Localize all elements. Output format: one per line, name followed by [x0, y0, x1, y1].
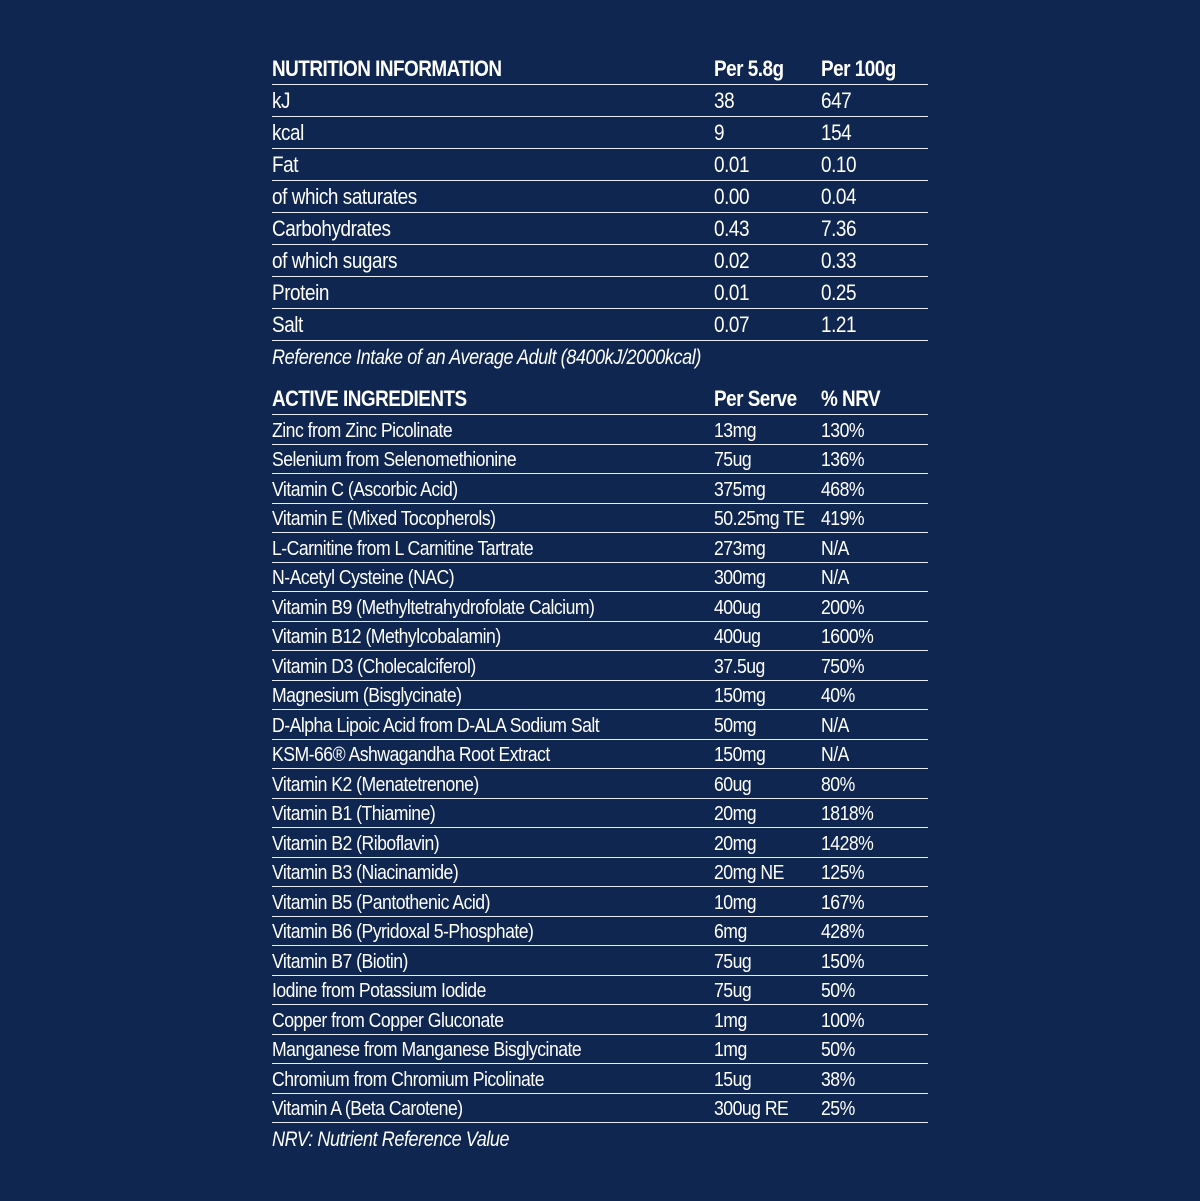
nutrient-name: of which sugars: [272, 248, 398, 273]
ingredient-name: Vitamin B6 (Pyridoxal 5-Phosphate): [272, 920, 534, 943]
nrv-percent: 468%: [821, 477, 865, 501]
per-serve-amount: 1mg: [714, 1038, 747, 1061]
ingredient-row: [272, 828, 928, 858]
per-serve-amount: 75ug: [714, 979, 752, 1002]
ingredient-row: [272, 681, 928, 711]
per-serve-amount: 50mg: [714, 713, 757, 737]
ingredient-row: [272, 858, 928, 888]
ingredient-name: D-Alpha Lipoic Acid from D-ALA Sodium Salt: [272, 713, 600, 737]
per-100g-value: 0.25: [821, 280, 857, 305]
nrv-percent: N/A: [821, 713, 849, 737]
ingredient-row: [272, 474, 928, 504]
per-serve-amount: 60ug: [714, 772, 752, 796]
per-serve-amount: 400ug: [714, 625, 761, 648]
nutrient-name: kJ: [272, 88, 291, 113]
nutrition-row: [272, 309, 928, 341]
nrv-percent: 125%: [821, 861, 865, 884]
nrv-percent: 40%: [821, 684, 855, 707]
per-100g-value: 7.36: [821, 216, 857, 241]
nutrition-row: [272, 85, 928, 117]
ingredient-row: [272, 415, 928, 445]
ingredient-row: [272, 799, 928, 829]
per-100g-value: 647: [821, 88, 852, 113]
nrv-percent: 50%: [821, 979, 855, 1002]
nrv-percent: 25%: [821, 1097, 855, 1120]
nrv-percent: 80%: [821, 772, 855, 796]
ingredient-name: Manganese from Manganese Bisglycinate: [272, 1038, 582, 1061]
nutrition-title: NUTRITION INFORMATION: [272, 56, 502, 81]
per-serve-amount: 150mg: [714, 684, 766, 707]
ingredient-name: Vitamin B2 (Riboflavin): [272, 831, 440, 855]
nrv-percent: 130%: [821, 418, 865, 442]
nutrient-name: Carbohydrates: [272, 216, 391, 241]
ingredient-name: Iodine from Potassium Iodide: [272, 979, 486, 1002]
per-serve-amount: 20mg: [714, 802, 757, 825]
per-serving-value: 0.00: [714, 184, 750, 209]
per-serve-column-header: Per Serve: [714, 386, 797, 411]
per-100g-value: 0.33: [821, 248, 857, 273]
nutrition-row: [272, 277, 928, 309]
ingredient-row: [272, 592, 928, 622]
ingredient-row: [272, 563, 928, 593]
nrv-percent: 150%: [821, 949, 865, 973]
per-serve-amount: 300mg: [714, 566, 766, 589]
ingredient-name: KSM-66® Ashwagandha Root Extract: [272, 743, 550, 766]
supplement-facts-panel: [272, 55, 928, 1157]
ingredient-row: [272, 1094, 928, 1124]
ingredient-row: [272, 445, 928, 475]
nutrition-row: [272, 149, 928, 181]
nrv-percent: 136%: [821, 448, 865, 471]
per-100g-value: 0.10: [821, 152, 857, 177]
nrv-percent: 750%: [821, 654, 865, 678]
nutrient-name: Fat: [272, 152, 299, 177]
nutrition-row: [272, 117, 928, 149]
nutrition-row: [272, 213, 928, 245]
ingredient-row: [272, 769, 928, 799]
per-serve-amount: 6mg: [714, 920, 747, 943]
per-100g-value: 1.21: [821, 312, 857, 337]
ingredient-row: [272, 504, 928, 534]
nutrition-rows: [272, 85, 928, 341]
ingredient-row: [272, 1005, 928, 1035]
per-serving-value: 0.02: [714, 248, 750, 273]
per-serve-amount: 75ug: [714, 448, 752, 471]
per-serve-amount: 375mg: [714, 477, 766, 501]
ingredient-name: Vitamin B9 (Methyltetrahydrofolate Calcium): [272, 595, 595, 619]
nutrient-name: Salt: [272, 312, 303, 337]
ingredient-name: Vitamin E (Mixed Tocopherols): [272, 507, 496, 530]
per-serve-amount: 13mg: [714, 418, 757, 442]
per-100g-value: 0.04: [821, 184, 857, 209]
ingredient-name: Vitamin B3 (Niacinamide): [272, 861, 459, 884]
ingredient-name: Vitamin D3 (Cholecalciferol): [272, 654, 476, 678]
ingredient-name: L-Carnitine from L Carnitine Tartrate: [272, 536, 534, 560]
active-ingredient-rows: [272, 415, 928, 1123]
nutrient-name: kcal: [272, 120, 304, 145]
nutrient-name: of which saturates: [272, 184, 417, 209]
ingredient-name: Zinc from Zinc Picolinate: [272, 418, 453, 442]
nrv-percent: N/A: [821, 743, 849, 766]
ingredient-name: Chromium from Chromium Picolinate: [272, 1067, 544, 1091]
ingredient-name: Magnesium (Bisglycinate): [272, 684, 462, 707]
ingredient-name: Vitamin C (Ascorbic Acid): [272, 477, 458, 501]
per-100g-value: 154: [821, 120, 852, 145]
per-serving-value: 0.01: [714, 152, 750, 177]
per-serve-amount: 150mg: [714, 743, 766, 766]
per-serving-value: 0.43: [714, 216, 750, 241]
ingredient-row: [272, 887, 928, 917]
ingredient-row: [272, 740, 928, 770]
per-serve-amount: 75ug: [714, 949, 752, 973]
per-serve-amount: 273mg: [714, 536, 766, 560]
per-serve-amount: 20mg NE: [714, 861, 784, 884]
nutrition-row: [272, 245, 928, 277]
ingredient-name: Vitamin B1 (Thiamine): [272, 802, 436, 825]
per-serve-amount: 20mg: [714, 831, 757, 855]
nrv-footnote: NRV: Nutrient Reference Value: [272, 1128, 510, 1151]
ingredient-name: Vitamin K2 (Menatetrenone): [272, 772, 479, 796]
nrv-percent: 38%: [821, 1067, 855, 1091]
nutrition-row: [272, 181, 928, 213]
ingredient-row: [272, 976, 928, 1006]
ingredient-row: [272, 917, 928, 947]
nrv-percent: 419%: [821, 507, 865, 530]
nrv-percent: 167%: [821, 890, 865, 914]
reference-intake-note: Reference Intake of an Average Adult (8400kJ/2000kcal): [272, 346, 701, 369]
per-serving-column-header: Per 5.8g: [714, 56, 784, 81]
ingredient-row: [272, 946, 928, 976]
ingredient-name: N-Acetyl Cysteine (NAC): [272, 566, 455, 589]
ingredient-row: [272, 710, 928, 740]
per-serving-value: 38: [714, 88, 735, 113]
per-serving-value: 0.01: [714, 280, 750, 305]
per-serving-value: 9: [714, 120, 725, 145]
per-100g-column-header: Per 100g: [821, 56, 896, 81]
ingredient-name: Vitamin B5 (Pantothenic Acid): [272, 890, 490, 914]
per-serve-amount: 50.25mg TE: [714, 507, 805, 530]
ingredient-row: [272, 651, 928, 681]
ingredient-row: [272, 1035, 928, 1065]
nutrient-name: Protein: [272, 280, 329, 305]
active-ingredients-header-row: [272, 385, 928, 415]
nrv-column-header: % NRV: [821, 386, 881, 411]
ingredient-row: [272, 533, 928, 563]
nrv-percent: 1600%: [821, 625, 874, 648]
ingredient-name: Selenium from Selenomethionine: [272, 448, 517, 471]
active-ingredients-title: ACTIVE INGREDIENTS: [272, 386, 467, 411]
per-serve-amount: 400ug: [714, 595, 761, 619]
per-serve-amount: 300ug RE: [714, 1097, 789, 1120]
nrv-percent: 1818%: [821, 802, 874, 825]
nrv-percent: 200%: [821, 595, 865, 619]
per-serve-amount: 1mg: [714, 1008, 747, 1032]
ingredient-row: [272, 622, 928, 652]
per-serve-amount: 15ug: [714, 1067, 752, 1091]
nrv-percent: 1428%: [821, 831, 874, 855]
nrv-percent: N/A: [821, 536, 849, 560]
nrv-percent: N/A: [821, 566, 849, 589]
nrv-percent: 50%: [821, 1038, 855, 1061]
ingredient-row: [272, 1064, 928, 1094]
per-serving-value: 0.07: [714, 312, 750, 337]
nrv-percent: 428%: [821, 920, 865, 943]
ingredient-name: Vitamin A (Beta Carotene): [272, 1097, 463, 1120]
ingredient-name: Copper from Copper Gluconate: [272, 1008, 504, 1032]
per-serve-amount: 37.5ug: [714, 654, 765, 678]
ingredient-name: Vitamin B7 (Biotin): [272, 949, 408, 973]
per-serve-amount: 10mg: [714, 890, 757, 914]
nrv-percent: 100%: [821, 1008, 865, 1032]
ingredient-name: Vitamin B12 (Methylcobalamin): [272, 625, 501, 648]
nutrition-header-row: [272, 55, 928, 85]
